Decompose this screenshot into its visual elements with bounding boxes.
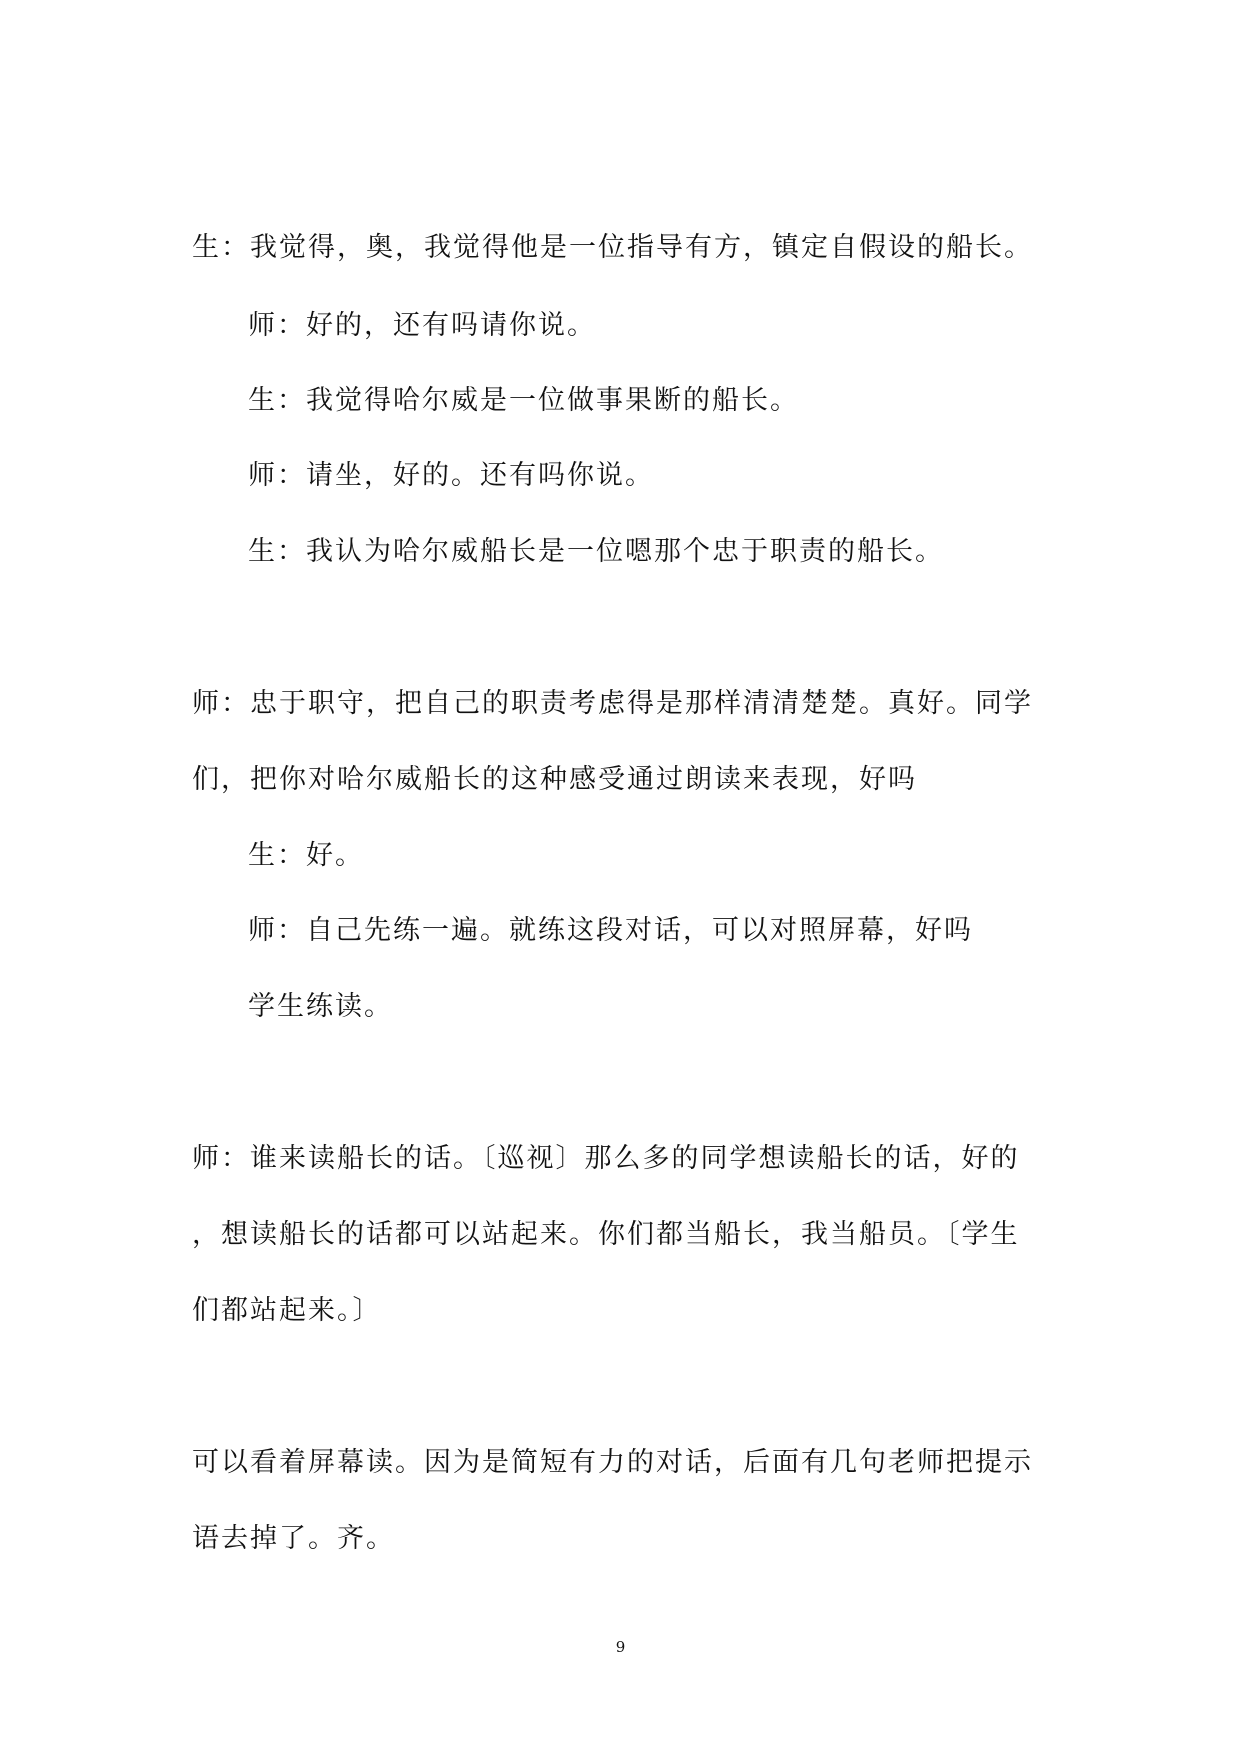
paragraph-line: 生：我觉得，奥，我觉得他是一位指导有方，镇定自假设的船长。 — [192, 232, 1033, 263]
paragraph-line: 学生练读。 — [248, 991, 393, 1022]
paragraph-line: 语去掉了。齐。 — [192, 1523, 395, 1554]
paragraph-line: 师：自己先练一遍。就练这段对话，可以对照屏幕，好吗 — [248, 915, 973, 946]
paragraph-line: 可以看着屏幕读。因为是简短有力的对话，后面有几句老师把提示 — [192, 1447, 1033, 1478]
paragraph-line: 们，把你对哈尔威船长的这种感受通过朗读来表现，好吗 — [192, 764, 917, 795]
paragraph-line: 师：忠于职守，把自己的职责考虑得是那样清清楚楚。真好。同学 — [192, 688, 1033, 719]
paragraph-line: 师：请坐，好的。还有吗你说。 — [248, 460, 654, 491]
paragraph-line: ，想读船长的话都可以站起来。你们都当船长，我当船员。〔学生 — [192, 1219, 1020, 1250]
paragraph-line: 生：好。 — [248, 840, 364, 871]
paragraph-line: 师：好的，还有吗请你说。 — [248, 310, 596, 341]
paragraph-line: 们都站起来。〕 — [192, 1295, 382, 1326]
page-number: 9 — [615, 1638, 626, 1656]
paragraph-line: 生：我认为哈尔威船长是一位嗯那个忠于职责的船长。 — [248, 536, 944, 567]
paragraph-line: 师：谁来读船长的话。〔巡视〕那么多的同学想读船长的话，好的 — [192, 1143, 1020, 1174]
paragraph-line: 生：我觉得哈尔威是一位做事果断的船长。 — [248, 385, 799, 416]
